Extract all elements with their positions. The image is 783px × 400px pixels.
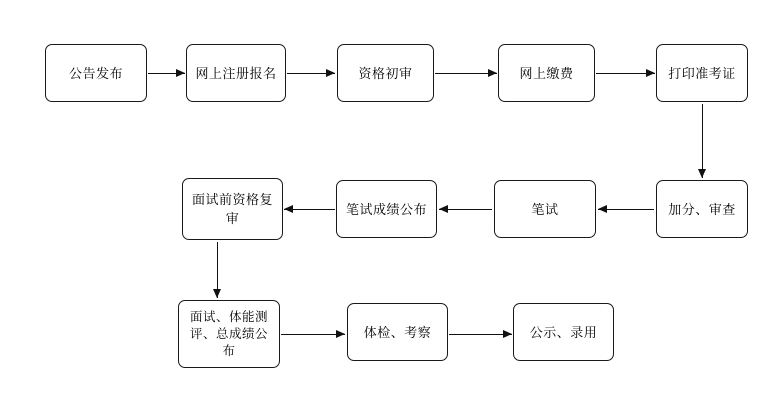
flow-arrow-n7-n8 xyxy=(439,205,492,214)
flow-node-written-exam xyxy=(494,180,596,238)
flow-arrow-n6-n7 xyxy=(598,205,654,214)
flow-node-label: 体检、考察 xyxy=(363,324,432,340)
flow-node-label: 公告发布 xyxy=(68,65,123,81)
flow-node-label: 网上缴费 xyxy=(519,65,574,81)
flow-arrow-n8-n9 xyxy=(284,205,335,214)
flow-arrow-n10-n11 xyxy=(281,330,345,339)
flow-arrow-n11-n12 xyxy=(449,330,512,339)
flow-node-announcement xyxy=(45,44,147,102)
flow-node-label: 笔试 xyxy=(531,201,559,217)
flow-arrow-n3-n4 xyxy=(435,69,497,78)
flow-node-label: 加分、审查 xyxy=(668,201,736,217)
flow-arrow-n5-n6 xyxy=(698,104,707,178)
flow-node-pre-interview-qualification-recheck xyxy=(182,178,283,240)
flow-arrow-n9-n10 xyxy=(213,242,222,298)
flow-node-written-exam-results xyxy=(336,180,437,238)
flow-node-medical-exam-investigation xyxy=(347,303,448,361)
flow-node-interview-physical-total-results xyxy=(178,300,280,368)
flow-node-label: 笔试成绩公布 xyxy=(345,201,427,217)
flow-node-online-payment xyxy=(498,44,595,102)
flow-node-label: 公示、录用 xyxy=(529,324,598,340)
flow-node-online-registration xyxy=(186,44,286,102)
flow-node-publicity-employment xyxy=(513,303,614,361)
flow-arrow-n4-n5 xyxy=(596,69,655,78)
flow-arrow-n2-n3 xyxy=(287,69,335,78)
flow-node-label: 资格初审 xyxy=(358,65,413,81)
flow-node-label: 面试前资格复审 xyxy=(191,192,273,226)
flow-arrow-n1-n2 xyxy=(148,69,185,78)
flow-node-bonus-points-review xyxy=(656,180,748,238)
flow-node-label: 打印准考证 xyxy=(668,65,736,81)
flow-node-label: 网上注册报名 xyxy=(195,65,277,81)
flow-node-label: 面试、体能测评、总成绩公布 xyxy=(189,309,268,358)
flow-node-preliminary-qualification-review xyxy=(337,44,434,102)
flow-node-print-admission-ticket xyxy=(656,44,748,102)
